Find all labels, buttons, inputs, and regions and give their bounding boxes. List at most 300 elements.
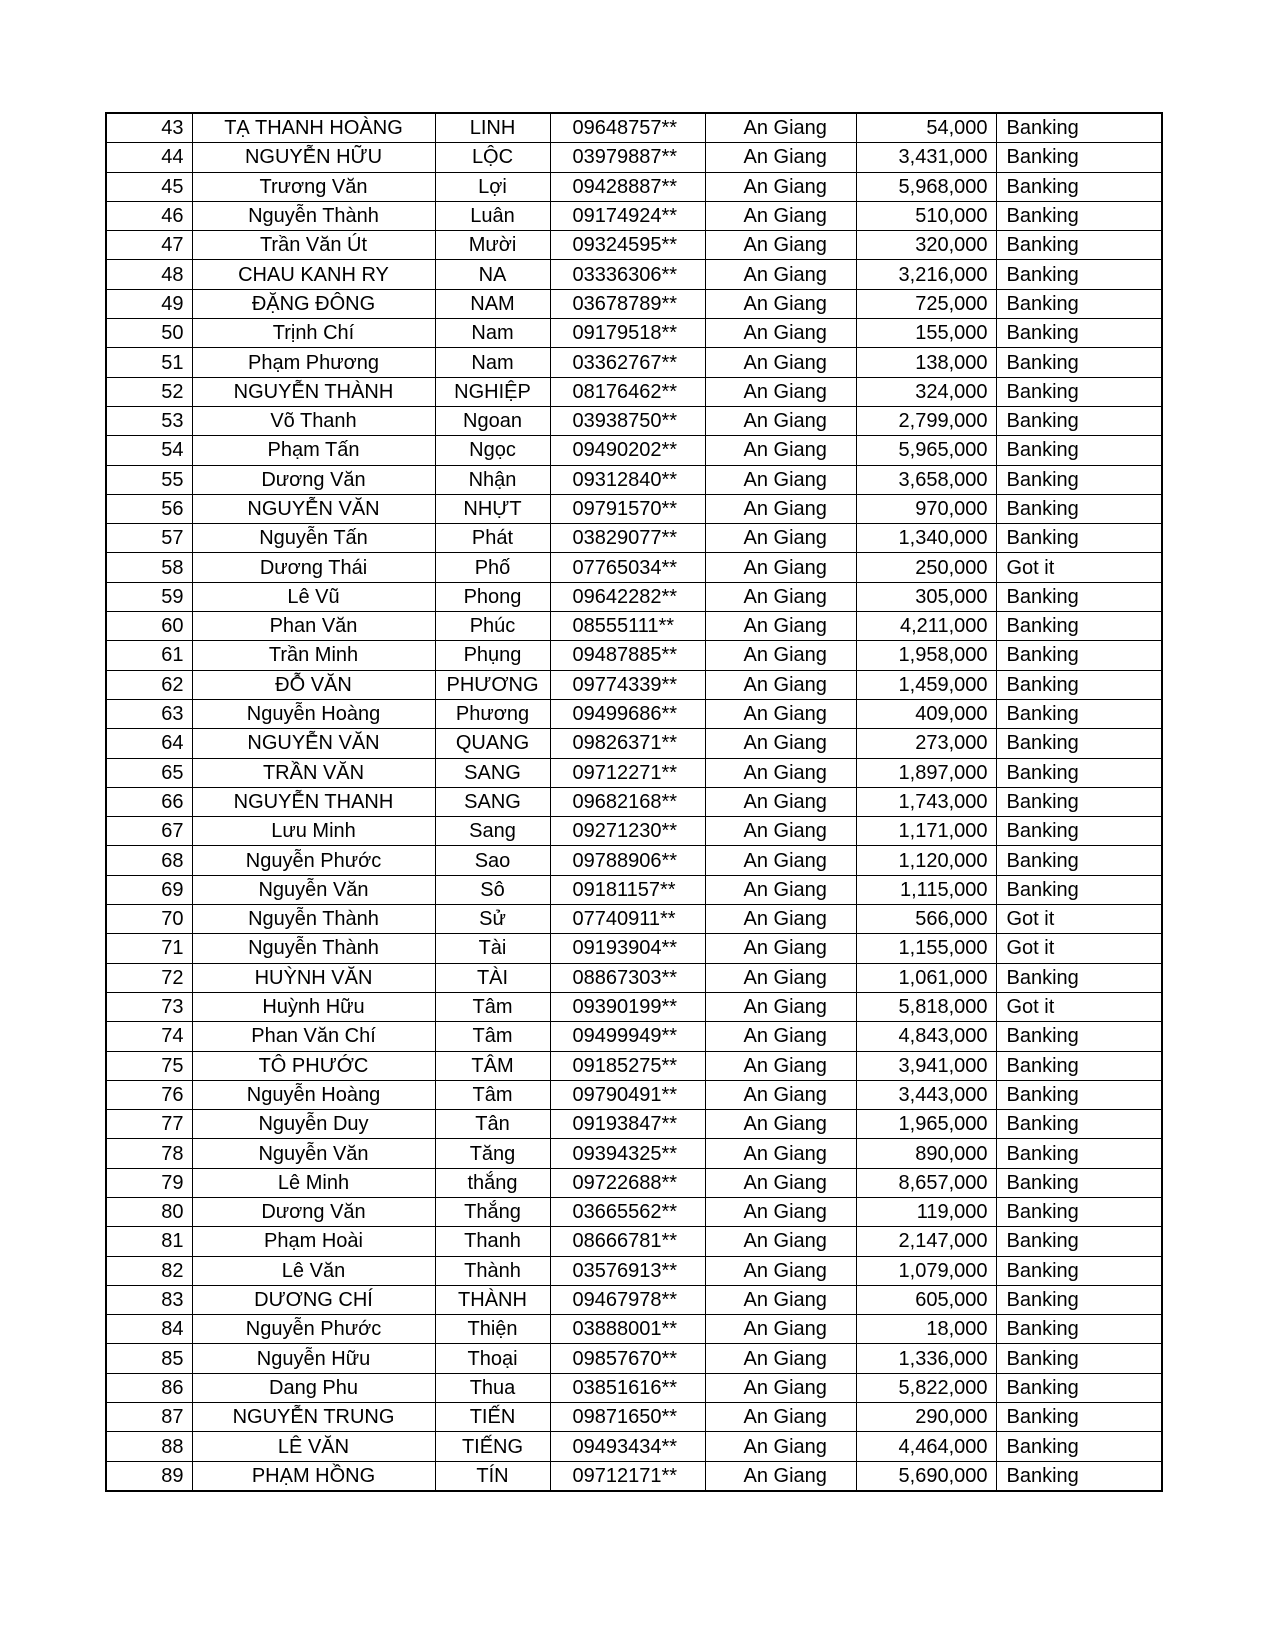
- province-cell: An Giang: [705, 348, 856, 377]
- payout-table: [105, 112, 1163, 1492]
- given-name-cell: NAM: [435, 289, 550, 318]
- province-cell: An Giang: [705, 875, 856, 904]
- amount-cell: 1,079,000: [856, 1256, 996, 1285]
- payment-method-cell: Banking: [996, 1110, 1162, 1139]
- given-name-cell: Tâm: [435, 992, 550, 1021]
- payment-method-cell: Banking: [996, 319, 1162, 348]
- province-cell: An Giang: [705, 1256, 856, 1285]
- table-row: [106, 641, 1162, 670]
- amount-cell: 1,171,000: [856, 817, 996, 846]
- table-row: [106, 348, 1162, 377]
- row-number: 79: [106, 1168, 192, 1197]
- given-name-cell: PHƯƠNG: [435, 670, 550, 699]
- province-cell: An Giang: [705, 612, 856, 641]
- payment-method-cell: Banking: [996, 1168, 1162, 1197]
- phone-cell: 03829077**: [550, 524, 705, 553]
- amount-cell: 725,000: [856, 289, 996, 318]
- table-row: [106, 1373, 1162, 1402]
- payment-method-cell: Got it: [996, 553, 1162, 582]
- amount-cell: 2,799,000: [856, 406, 996, 435]
- row-number: 77: [106, 1110, 192, 1139]
- province-cell: An Giang: [705, 319, 856, 348]
- given-name-cell: Thua: [435, 1373, 550, 1402]
- province-cell: An Giang: [705, 905, 856, 934]
- phone-cell: 09193904**: [550, 934, 705, 963]
- table-row: [106, 260, 1162, 289]
- amount-cell: 4,211,000: [856, 612, 996, 641]
- amount-cell: 3,941,000: [856, 1051, 996, 1080]
- given-name-cell: NHỰT: [435, 494, 550, 523]
- surname-cell: Huỳnh Hữu: [192, 992, 435, 1021]
- surname-cell: Dương Thái: [192, 553, 435, 582]
- surname-cell: Võ Thanh: [192, 406, 435, 435]
- phone-cell: 08666781**: [550, 1227, 705, 1256]
- payment-method-cell: Banking: [996, 406, 1162, 435]
- province-cell: An Giang: [705, 1432, 856, 1461]
- surname-cell: Nguyễn Thành: [192, 934, 435, 963]
- table-row: [106, 1168, 1162, 1197]
- phone-cell: 03678789**: [550, 289, 705, 318]
- row-number: 80: [106, 1197, 192, 1226]
- given-name-cell: Phát: [435, 524, 550, 553]
- phone-cell: 03851616**: [550, 1373, 705, 1402]
- amount-cell: 5,818,000: [856, 992, 996, 1021]
- province-cell: An Giang: [705, 1315, 856, 1344]
- row-number: 88: [106, 1432, 192, 1461]
- row-number: 62: [106, 670, 192, 699]
- given-name-cell: TIẾNG: [435, 1432, 550, 1461]
- row-number: 65: [106, 758, 192, 787]
- amount-cell: 2,147,000: [856, 1227, 996, 1256]
- province-cell: An Giang: [705, 1285, 856, 1314]
- row-number: 45: [106, 172, 192, 201]
- payment-method-cell: Banking: [996, 1197, 1162, 1226]
- surname-cell: NGUYỄN VĂN: [192, 729, 435, 758]
- row-number: 58: [106, 553, 192, 582]
- payment-method-cell: Banking: [996, 1461, 1162, 1491]
- given-name-cell: Lợi: [435, 172, 550, 201]
- province-cell: An Giang: [705, 582, 856, 611]
- phone-cell: 09499949**: [550, 1022, 705, 1051]
- province-cell: An Giang: [705, 758, 856, 787]
- phone-cell: 09185275**: [550, 1051, 705, 1080]
- surname-cell: TẠ THANH HOÀNG: [192, 113, 435, 143]
- amount-cell: 1,120,000: [856, 846, 996, 875]
- row-number: 50: [106, 319, 192, 348]
- table-row: [106, 1080, 1162, 1109]
- surname-cell: Lưu Minh: [192, 817, 435, 846]
- amount-cell: 1,340,000: [856, 524, 996, 553]
- province-cell: An Giang: [705, 641, 856, 670]
- surname-cell: NGUYỄN THÀNH: [192, 377, 435, 406]
- province-cell: An Giang: [705, 1080, 856, 1109]
- province-cell: An Giang: [705, 846, 856, 875]
- payment-method-cell: Banking: [996, 143, 1162, 172]
- payment-method-cell: Banking: [996, 524, 1162, 553]
- phone-cell: 09682168**: [550, 787, 705, 816]
- surname-cell: Phạm Tấn: [192, 436, 435, 465]
- row-number: 82: [106, 1256, 192, 1285]
- table-row: [106, 582, 1162, 611]
- phone-cell: 09642282**: [550, 582, 705, 611]
- payment-method-cell: Banking: [996, 260, 1162, 289]
- province-cell: An Giang: [705, 494, 856, 523]
- row-number: 63: [106, 699, 192, 728]
- given-name-cell: Tài: [435, 934, 550, 963]
- province-cell: An Giang: [705, 1051, 856, 1080]
- surname-cell: Phạm Phương: [192, 348, 435, 377]
- province-cell: An Giang: [705, 260, 856, 289]
- amount-cell: 3,431,000: [856, 143, 996, 172]
- phone-cell: 08555111**: [550, 612, 705, 641]
- table-row: [106, 1315, 1162, 1344]
- table-row: [106, 143, 1162, 172]
- amount-cell: 510,000: [856, 201, 996, 230]
- phone-cell: 03665562**: [550, 1197, 705, 1226]
- table-row: [106, 905, 1162, 934]
- given-name-cell: Thành: [435, 1256, 550, 1285]
- surname-cell: PHẠM HỒNG: [192, 1461, 435, 1491]
- row-number: 87: [106, 1403, 192, 1432]
- surname-cell: Trần Văn Út: [192, 231, 435, 260]
- table-row: [106, 1461, 1162, 1491]
- payment-method-cell: Banking: [996, 377, 1162, 406]
- given-name-cell: Nam: [435, 319, 550, 348]
- given-name-cell: Sử: [435, 905, 550, 934]
- row-number: 54: [106, 436, 192, 465]
- surname-cell: Phan Văn: [192, 612, 435, 641]
- phone-cell: 09648757**: [550, 113, 705, 143]
- phone-cell: 03979887**: [550, 143, 705, 172]
- surname-cell: HUỲNH VĂN: [192, 963, 435, 992]
- given-name-cell: Tân: [435, 1110, 550, 1139]
- payment-method-cell: Banking: [996, 699, 1162, 728]
- surname-cell: Nguyễn Hoàng: [192, 1080, 435, 1109]
- row-number: 68: [106, 846, 192, 875]
- row-number: 46: [106, 201, 192, 230]
- phone-cell: 09390199**: [550, 992, 705, 1021]
- given-name-cell: LỘC: [435, 143, 550, 172]
- province-cell: An Giang: [705, 113, 856, 143]
- row-number: 61: [106, 641, 192, 670]
- province-cell: An Giang: [705, 1110, 856, 1139]
- surname-cell: Nguyễn Duy: [192, 1110, 435, 1139]
- given-name-cell: Tâm: [435, 1022, 550, 1051]
- amount-cell: 290,000: [856, 1403, 996, 1432]
- table-row: [106, 817, 1162, 846]
- surname-cell: ĐỖ VĂN: [192, 670, 435, 699]
- table-row: [106, 1432, 1162, 1461]
- phone-cell: 09774339**: [550, 670, 705, 699]
- province-cell: An Giang: [705, 1139, 856, 1168]
- row-number: 70: [106, 905, 192, 934]
- given-name-cell: Phúc: [435, 612, 550, 641]
- payment-method-cell: Banking: [996, 436, 1162, 465]
- row-number: 49: [106, 289, 192, 318]
- given-name-cell: SANG: [435, 787, 550, 816]
- province-cell: An Giang: [705, 231, 856, 260]
- surname-cell: Phan Văn Chí: [192, 1022, 435, 1051]
- surname-cell: NGUYỄN THANH: [192, 787, 435, 816]
- province-cell: An Giang: [705, 1403, 856, 1432]
- phone-cell: 03888001**: [550, 1315, 705, 1344]
- table-row: [106, 670, 1162, 699]
- given-name-cell: thắng: [435, 1168, 550, 1197]
- surname-cell: Nguyễn Thành: [192, 905, 435, 934]
- row-number: 67: [106, 817, 192, 846]
- table-row: [106, 1139, 1162, 1168]
- row-number: 47: [106, 231, 192, 260]
- surname-cell: LÊ VĂN: [192, 1432, 435, 1461]
- given-name-cell: Tâm: [435, 1080, 550, 1109]
- table-row: [106, 1197, 1162, 1226]
- surname-cell: Trần Minh: [192, 641, 435, 670]
- phone-cell: 09487885**: [550, 641, 705, 670]
- table-row: [106, 406, 1162, 435]
- row-number: 85: [106, 1344, 192, 1373]
- payment-method-cell: Banking: [996, 1432, 1162, 1461]
- province-cell: An Giang: [705, 787, 856, 816]
- phone-cell: 09712171**: [550, 1461, 705, 1491]
- payment-method-cell: Banking: [996, 582, 1162, 611]
- province-cell: An Giang: [705, 934, 856, 963]
- phone-cell: 09394325**: [550, 1139, 705, 1168]
- phone-cell: 03938750**: [550, 406, 705, 435]
- phone-cell: 09788906**: [550, 846, 705, 875]
- table-row: [106, 465, 1162, 494]
- row-number: 66: [106, 787, 192, 816]
- row-number: 56: [106, 494, 192, 523]
- phone-cell: 09493434**: [550, 1432, 705, 1461]
- row-number: 78: [106, 1139, 192, 1168]
- table-row: [106, 612, 1162, 641]
- given-name-cell: THÀNH: [435, 1285, 550, 1314]
- amount-cell: 1,897,000: [856, 758, 996, 787]
- surname-cell: Trịnh Chí: [192, 319, 435, 348]
- row-number: 60: [106, 612, 192, 641]
- table-row: [106, 377, 1162, 406]
- surname-cell: ĐẶNG ĐÔNG: [192, 289, 435, 318]
- payment-method-cell: Banking: [996, 1051, 1162, 1080]
- province-cell: An Giang: [705, 1168, 856, 1197]
- amount-cell: 54,000: [856, 113, 996, 143]
- surname-cell: NGUYỄN TRUNG: [192, 1403, 435, 1432]
- surname-cell: TRẦN VĂN: [192, 758, 435, 787]
- given-name-cell: Nam: [435, 348, 550, 377]
- phone-cell: 07740911**: [550, 905, 705, 934]
- row-number: 72: [106, 963, 192, 992]
- table-row: [106, 494, 1162, 523]
- province-cell: An Giang: [705, 172, 856, 201]
- payment-method-cell: Banking: [996, 231, 1162, 260]
- phone-cell: 09467978**: [550, 1285, 705, 1314]
- table-row: [106, 758, 1162, 787]
- payment-method-cell: Banking: [996, 1373, 1162, 1402]
- row-number: 84: [106, 1315, 192, 1344]
- given-name-cell: Phụng: [435, 641, 550, 670]
- province-cell: An Giang: [705, 377, 856, 406]
- row-number: 43: [106, 113, 192, 143]
- row-number: 74: [106, 1022, 192, 1051]
- phone-cell: 09499686**: [550, 699, 705, 728]
- province-cell: An Giang: [705, 963, 856, 992]
- table-row: [106, 1227, 1162, 1256]
- surname-cell: Trương Văn: [192, 172, 435, 201]
- given-name-cell: TÂM: [435, 1051, 550, 1080]
- amount-cell: 1,743,000: [856, 787, 996, 816]
- province-cell: An Giang: [705, 289, 856, 318]
- given-name-cell: Ngọc: [435, 436, 550, 465]
- table-row: [106, 231, 1162, 260]
- amount-cell: 409,000: [856, 699, 996, 728]
- payment-method-cell: Banking: [996, 612, 1162, 641]
- table-row: [106, 319, 1162, 348]
- table-row: [106, 113, 1162, 143]
- given-name-cell: LINH: [435, 113, 550, 143]
- province-cell: An Giang: [705, 1227, 856, 1256]
- payment-method-cell: Banking: [996, 670, 1162, 699]
- province-cell: An Giang: [705, 524, 856, 553]
- payment-method-cell: Banking: [996, 113, 1162, 143]
- row-number: 83: [106, 1285, 192, 1314]
- province-cell: An Giang: [705, 670, 856, 699]
- row-number: 52: [106, 377, 192, 406]
- amount-cell: 18,000: [856, 1315, 996, 1344]
- row-number: 59: [106, 582, 192, 611]
- payment-method-cell: Banking: [996, 289, 1162, 318]
- amount-cell: 1,958,000: [856, 641, 996, 670]
- amount-cell: 3,216,000: [856, 260, 996, 289]
- phone-cell: 09712271**: [550, 758, 705, 787]
- surname-cell: Dang Phu: [192, 1373, 435, 1402]
- given-name-cell: TÍN: [435, 1461, 550, 1491]
- payment-method-cell: Banking: [996, 1403, 1162, 1432]
- amount-cell: 138,000: [856, 348, 996, 377]
- amount-cell: 324,000: [856, 377, 996, 406]
- surname-cell: Nguyễn Hoàng: [192, 699, 435, 728]
- row-number: 76: [106, 1080, 192, 1109]
- surname-cell: Nguyễn Văn: [192, 875, 435, 904]
- surname-cell: Lê Vũ: [192, 582, 435, 611]
- amount-cell: 1,061,000: [856, 963, 996, 992]
- row-number: 71: [106, 934, 192, 963]
- given-name-cell: Luân: [435, 201, 550, 230]
- amount-cell: 566,000: [856, 905, 996, 934]
- province-cell: An Giang: [705, 1022, 856, 1051]
- payment-method-cell: Banking: [996, 465, 1162, 494]
- payment-method-cell: Banking: [996, 1344, 1162, 1373]
- amount-cell: 8,657,000: [856, 1168, 996, 1197]
- province-cell: An Giang: [705, 1197, 856, 1226]
- province-cell: An Giang: [705, 699, 856, 728]
- surname-cell: Phạm Hoài: [192, 1227, 435, 1256]
- amount-cell: 5,822,000: [856, 1373, 996, 1402]
- surname-cell: TÔ PHƯỚC: [192, 1051, 435, 1080]
- row-number: 44: [106, 143, 192, 172]
- payment-method-cell: Banking: [996, 641, 1162, 670]
- table-row: [106, 934, 1162, 963]
- given-name-cell: NA: [435, 260, 550, 289]
- phone-cell: 08176462**: [550, 377, 705, 406]
- amount-cell: 3,658,000: [856, 465, 996, 494]
- surname-cell: Nguyễn Tấn: [192, 524, 435, 553]
- surname-cell: Dương Văn: [192, 1197, 435, 1226]
- amount-cell: 970,000: [856, 494, 996, 523]
- table-row: [106, 436, 1162, 465]
- payment-method-cell: Banking: [996, 201, 1162, 230]
- payment-method-cell: Banking: [996, 963, 1162, 992]
- table-row: [106, 963, 1162, 992]
- phone-cell: 09271230**: [550, 817, 705, 846]
- phone-cell: 07765034**: [550, 553, 705, 582]
- province-cell: An Giang: [705, 465, 856, 494]
- given-name-cell: Sang: [435, 817, 550, 846]
- payment-method-cell: Banking: [996, 172, 1162, 201]
- row-number: 89: [106, 1461, 192, 1491]
- amount-cell: 1,459,000: [856, 670, 996, 699]
- payment-method-cell: Banking: [996, 1256, 1162, 1285]
- phone-cell: 09193847**: [550, 1110, 705, 1139]
- phone-cell: 03576913**: [550, 1256, 705, 1285]
- table-row: [106, 201, 1162, 230]
- given-name-cell: Nhận: [435, 465, 550, 494]
- surname-cell: Nguyễn Văn: [192, 1139, 435, 1168]
- table-row: [106, 1256, 1162, 1285]
- table-row: [106, 1285, 1162, 1314]
- row-number: 51: [106, 348, 192, 377]
- phone-cell: 09871650**: [550, 1403, 705, 1432]
- row-number: 53: [106, 406, 192, 435]
- surname-cell: Lê Văn: [192, 1256, 435, 1285]
- province-cell: An Giang: [705, 817, 856, 846]
- given-name-cell: Phong: [435, 582, 550, 611]
- row-number: 57: [106, 524, 192, 553]
- amount-cell: 1,115,000: [856, 875, 996, 904]
- surname-cell: NGUYỄN HỮU: [192, 143, 435, 172]
- payment-method-cell: Banking: [996, 846, 1162, 875]
- given-name-cell: Thiện: [435, 1315, 550, 1344]
- province-cell: An Giang: [705, 436, 856, 465]
- province-cell: An Giang: [705, 553, 856, 582]
- province-cell: An Giang: [705, 201, 856, 230]
- table-row: [106, 875, 1162, 904]
- payment-method-cell: Banking: [996, 1315, 1162, 1344]
- table-row: [106, 172, 1162, 201]
- given-name-cell: QUANG: [435, 729, 550, 758]
- province-cell: An Giang: [705, 1461, 856, 1491]
- given-name-cell: Sô: [435, 875, 550, 904]
- given-name-cell: NGHIỆP: [435, 377, 550, 406]
- row-number: 64: [106, 729, 192, 758]
- phone-cell: 09490202**: [550, 436, 705, 465]
- amount-cell: 119,000: [856, 1197, 996, 1226]
- province-cell: An Giang: [705, 406, 856, 435]
- payment-method-cell: Banking: [996, 348, 1162, 377]
- given-name-cell: Thanh: [435, 1227, 550, 1256]
- table-row: [106, 1051, 1162, 1080]
- given-name-cell: SANG: [435, 758, 550, 787]
- surname-cell: DƯƠNG CHÍ: [192, 1285, 435, 1314]
- table-body: [106, 113, 1162, 1491]
- phone-cell: 09428887**: [550, 172, 705, 201]
- amount-cell: 1,155,000: [856, 934, 996, 963]
- phone-cell: 08867303**: [550, 963, 705, 992]
- table-row: [106, 1110, 1162, 1139]
- table-row: [106, 846, 1162, 875]
- surname-cell: Nguyễn Thành: [192, 201, 435, 230]
- amount-cell: 250,000: [856, 553, 996, 582]
- row-number: 86: [106, 1373, 192, 1402]
